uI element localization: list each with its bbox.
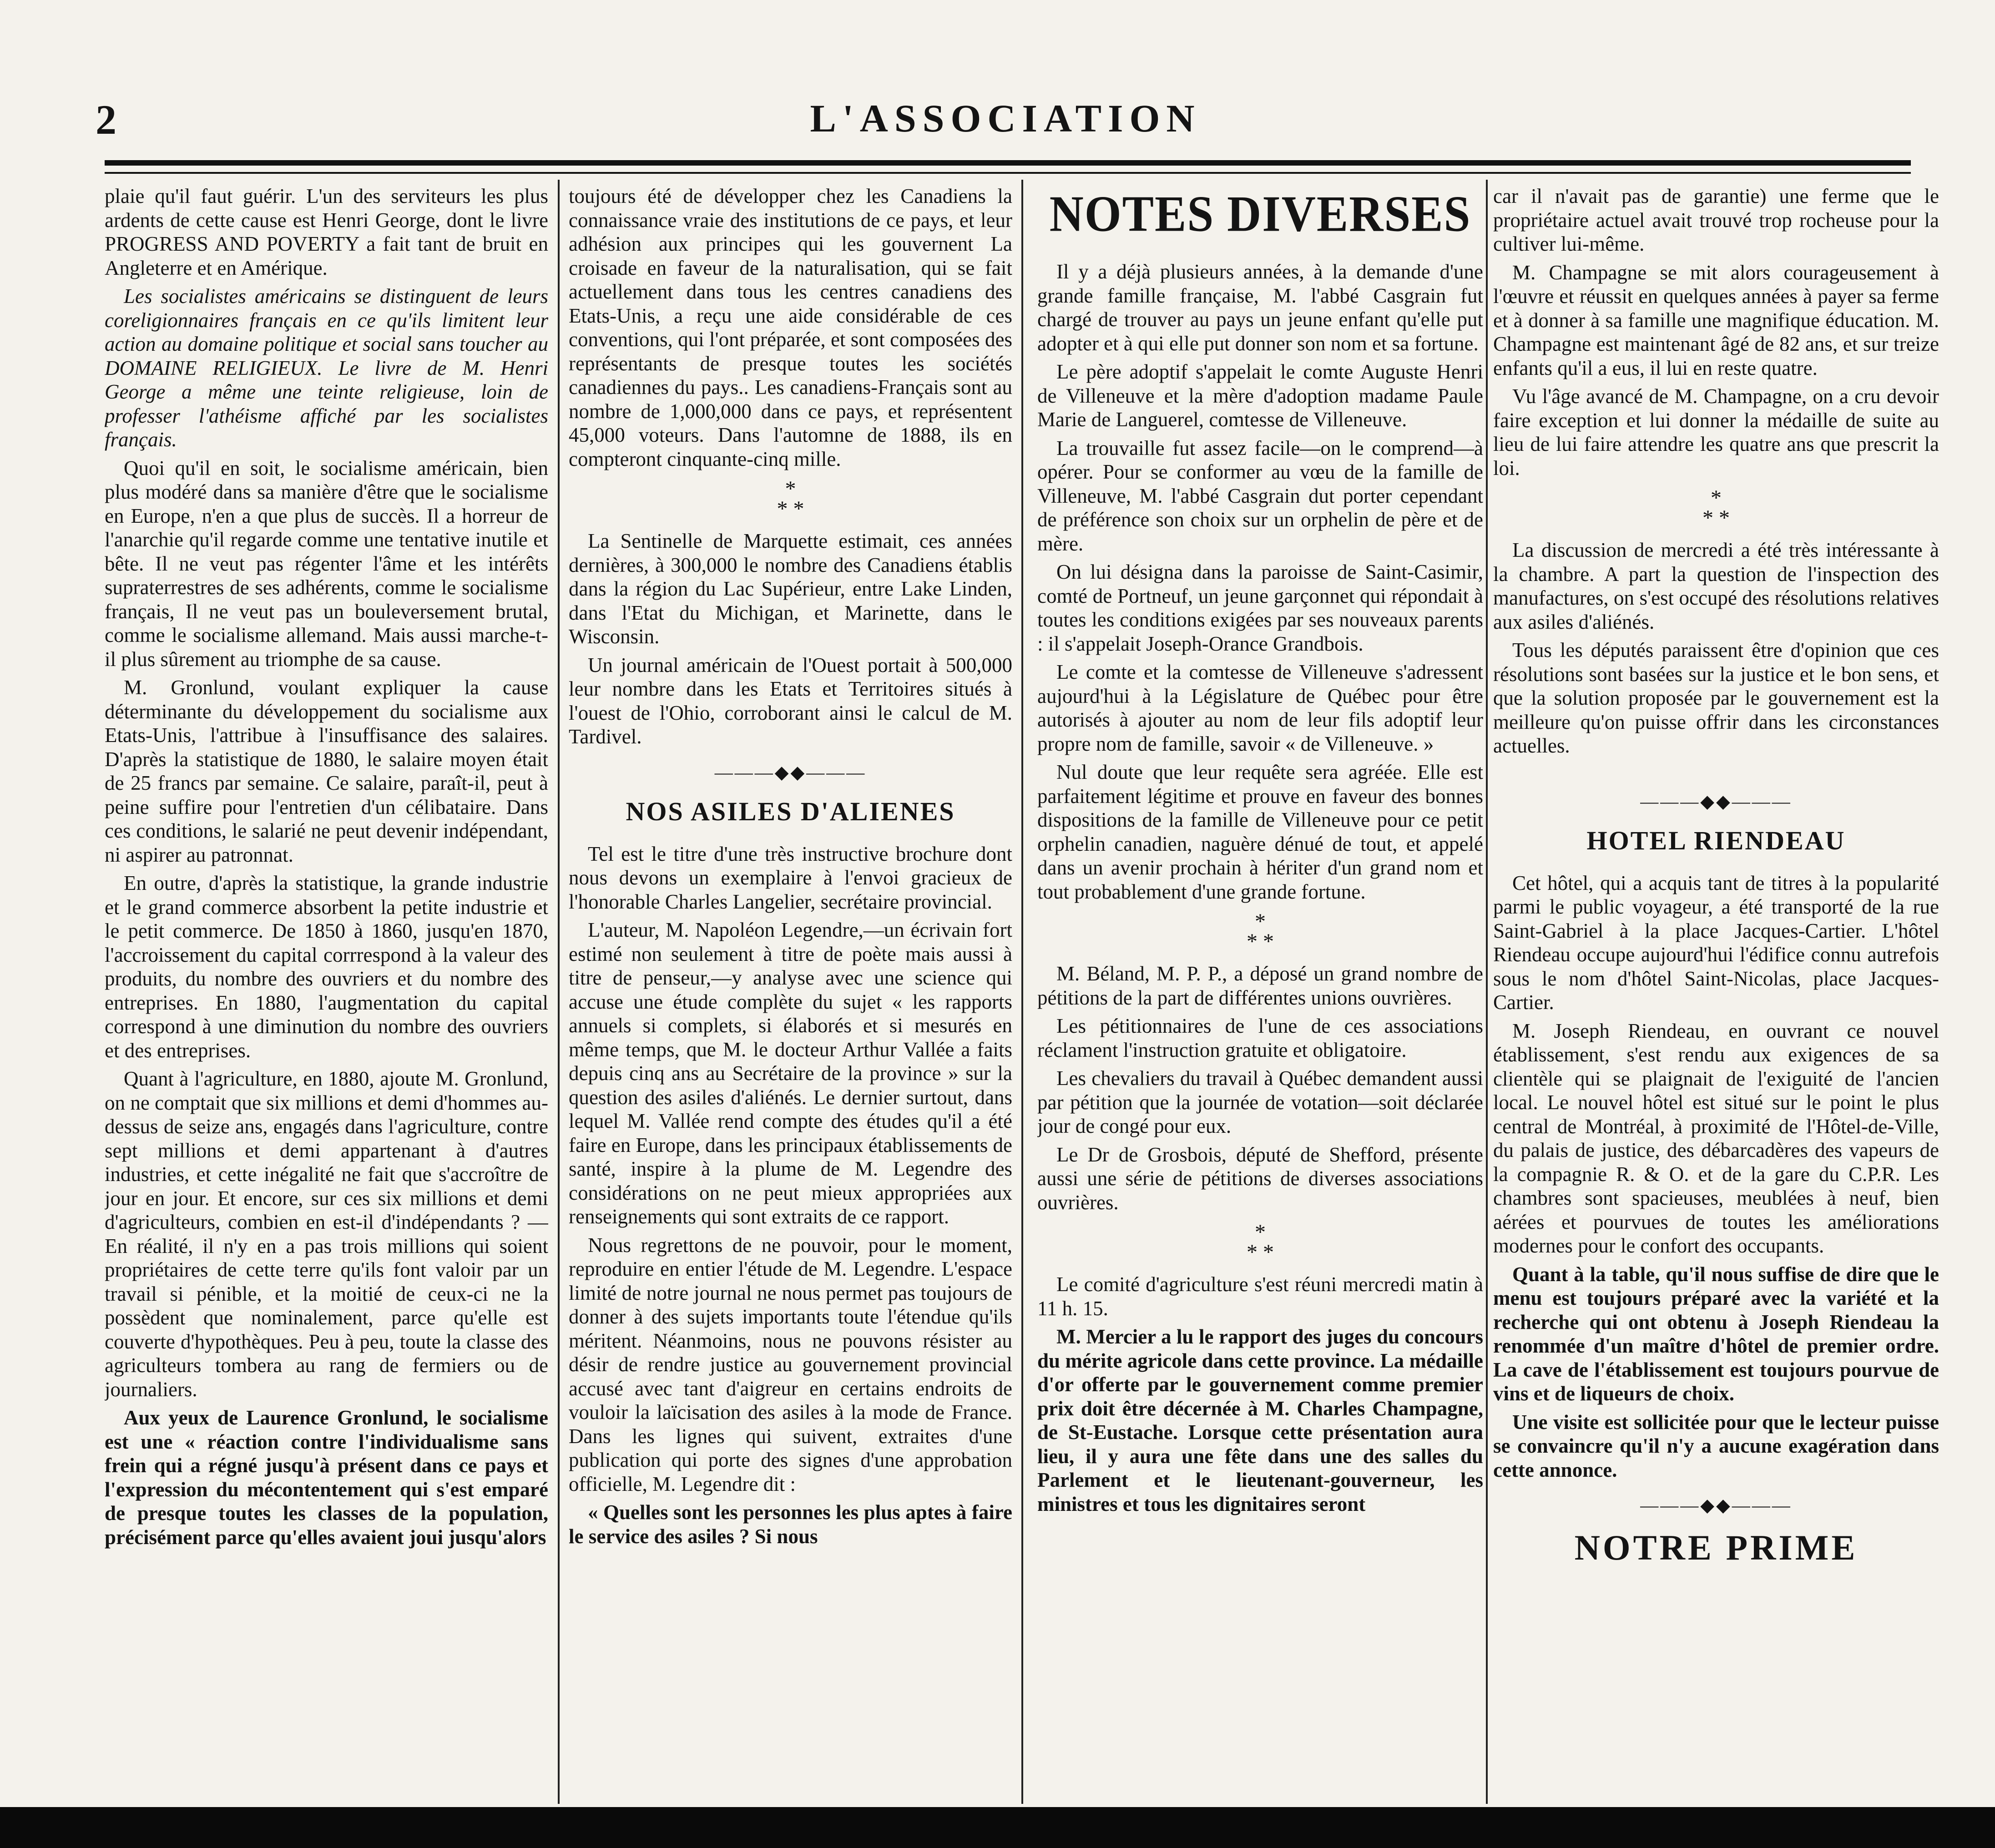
paragraph: On lui désigna dans la paroisse de Saint-Casimir, comté de Portneuf, un jeune garçonnet qui répondait à toutes les conditions exigées par ses nouveaux parents : il s'appelait Joseph-Orance Grandbois. [1037, 560, 1483, 655]
paragraph: Nul doute que leur requête sera agréée. Elle est parfaitement légitime et prouve en faveur des bonnes dispositions de la famille de Villeneuve pour ce petit orphelin canadien, naguère dénué de tout, et appelé dans un avenir prochain à hériter d'un grand nom et tout probablement d'une grande fortune. [1037, 761, 1483, 903]
paragraph: Il y a déjà plusieurs années, à la demande d'une grande famille française, M. l'abbé Casgrain fut chargé de trouver au pays un jeune enfant qu'elle put adopter et à qui elle put donner son nom et sa fortune. [1037, 260, 1483, 355]
paragraph: Les pétitionnaires de l'une de ces associations réclament l'instruction gratuite et obligatoire. [1037, 1015, 1483, 1061]
paragraph: M. Joseph Riendeau, en ouvrant ce nouvel établissement, s'est rendu aux exigences de sa clientèle qui se plaignait de l'exiguité de l'ancien local. Le nouvel hôtel est situé sur le point le plus central de Montréal, à proximité de l'Hôtel-de-Ville, du palais de justice, des débarcadères des vapeurs de la compagnie R. & O. et de la gare du C.P.R. Les chambres sont spacieuses, meublées à neuf, bien aérées et pourvues de toutes les améliorations modernes pour le confort des occupants. [1493, 1019, 1939, 1257]
paragraph: Quoi qu'il en soit, le socialisme américain, bien plus modéré dans sa manière d'être que le socialisme en Europe, n'en a que plus de succès. Il a horreur de l'anarchie qu'il regarde comme une tentative inutile et bête. Il ne veut pas régenter l'âme et les intérêts supraterrestres de ses adhérents, comme le socialisme français, Il ne veut pas un bouleversement brutal, comme le socialisme allemand. Mais aussi marche-t-il plus sûrement au triomphe de sa cause. [105, 456, 548, 671]
ornament-divider: ———◆◆——— [1640, 1495, 1792, 1515]
column-3 [1037, 184, 1483, 1804]
column-4 [1493, 184, 1939, 1804]
stars-separator: * * * [1247, 1220, 1274, 1264]
paragraph: Les socialistes américains se distinguent de leurs coreligionnaires français en ce qu'ils limitent leur action au domaine politique et social sans toucher au DOMAINE RELIGIEUX. Le livre de M. Henri George a même une teinte religieuse, loin de professer l'athéisme affiché par les socialistes français. [105, 285, 548, 451]
paragraph: Quant à l'agriculture, en 1880, ajoute M. Gronlund, on ne comptait que six millions et demi d'hommes au-dessus de seize ans, engagés dans l'agriculture, contre sept millions et demi appartenant à d'autres industries, et cette inégalité ne fait que s'accroître de jour en jour. Et encore, sur ces six millions et demi d'agriculteurs, combien en est-il d'indépendants ? — En réalité, il n'y en a pas trois millions qui soient propriétaires de cette terre qu'ils font valoir par un travail si pénible, et la moitié de ceux-ci ne la possèdent que nominalement, parce qu'elle est couverte d'hypothèques. Peu à peu, toute la classe des agriculteurs tombera au rang de fermiers ou de journaliers. [105, 1067, 548, 1401]
section-title: NOS ASILES D'ALIENES [626, 797, 955, 826]
paragraph: car il n'avait pas de garantie) une ferme que le propriétaire actuel avait trouvé trop rocheuse pour la cultiver lui-même. [1493, 185, 1939, 255]
paragraph: M. Mercier a lu le rapport des juges du concours du mérite agricole dans cette province. La médaille d'or offerte par le gouvernement comme premier prix doit être décernée à M. Charles Champagne, de St-Eustache. Lorsque cette présentation aura lieu, il y aura une fête dans une des salles du Parlement et le lieutenant-gouverneur, les ministres et tous les dignitaires seront [1037, 1325, 1483, 1515]
paragraph: Un journal américain de l'Ouest portait à 500,000 leur nombre dans les Etats et Territoires situés à l'ouest de l'Ohio, corroborant ainsi le calcul de M. Tardivel. [569, 653, 1012, 748]
paragraph: Une visite est sollicitée pour que le lecteur puisse se convaincre qu'il n'y a aucune exagération dans cette annonce. [1493, 1410, 1939, 1481]
scan-bottom-edge [0, 1807, 1995, 1848]
page-header [96, 96, 1915, 155]
newspaper-title: L'ASSOCIATION [810, 96, 1201, 140]
header-rule-thin [105, 172, 1911, 174]
section-title: NOTRE PRIME [1574, 1527, 1858, 1567]
paragraph: La discussion de mercredi a été très intéressante à la chambre. A part la question de l'inspection des manufactures, on s'est occupé des résolutions relatives aux asiles d'aliénés. [1493, 539, 1939, 633]
paragraph: La trouvaille fut assez facile—on le comprend—à opérer. Pour se conformer au vœu de la famille de Villeneuve, M. l'abbé Casgrain dut porter cependant de préférence son choix sur un orphelin de père et de mère. [1037, 436, 1483, 555]
paragraph: Le comité d'agriculture s'est réuni mercredi matin à 11 h. 15. [1037, 1273, 1483, 1320]
stars-separator: * * * [1702, 486, 1730, 530]
paragraph: L'auteur, M. Napoléon Legendre,—un écrivain fort estimé non seulement à titre de poète mais aussi à titre de penseur,—y analyse avec une science qui accuse une étude complète du sujet « les rapports annuels si complets, si élaborés et si mesurés en même temps, que M. le docteur Arthur Vallée a faits depuis cinq ans au Secrétaire de la province » sur la question des asiles d'aliénés. Le dernier surtout, dans lequel M. Vallée rend compte des études qu'il a été faire en Europe, dans les principaux établissements de santé, inspire à la plume de M. Legendre des considérations on ne peut mieux appropriées aux renseignements qui sont extraits de ce rapport. [569, 919, 1012, 1228]
ornament-divider: ———◆◆——— [1640, 791, 1792, 812]
paragraph: M. Gronlund, voulant expliquer la cause déterminante du développement du socialisme aux Etats-Unis, l'attribue à l'insuffisance des salaires. D'après la statistique de 1880, le salaire moyen était de 25 francs par semaine. Ce salaire, paraît-il, peut à peine suffire pour l'entretien d'un célibataire. Dans ces conditions, le salarié ne peut devenir indépendant, ni aspirer au patronnat. [105, 676, 548, 866]
paragraph: M. Béland, M. P. P., a déposé un grand nombre de pétitions de la part de différentes unions ouvrières. [1037, 962, 1483, 1009]
ornament-divider: ———◆◆——— [714, 762, 867, 783]
paragraph: M. Champagne se mit alors courageusement à l'œuvre et réussit en quelques années à payer sa ferme et à donner à sa famille une magnifique éducation. M. Champagne est maintenant âgé de 82 ans, et sur treize enfants qu'il a eus, il lui en reste quatre. [1493, 261, 1939, 379]
column-divider [1486, 180, 1488, 1804]
paragraph: plaie qu'il faut guérir. L'un des serviteurs les plus ardents de cette cause est Henri George, dont le livre PROGRESS AND POVERTY a fait tant de bruit en Angleterre et en Amérique. [105, 185, 548, 279]
column-1 [105, 184, 548, 1804]
paragraph: Cet hôtel, qui a acquis tant de titres à la popularité parmi le public voyageur, a été transporté de la rue Saint-Gabriel à la place Jacques-Cartier. L'hôtel Riendeau occupe aujourd'hui l'édifice connu autrefois sous le nom d'hôtel Saint-Nicolas, place Jacques-Cartier. [1493, 871, 1939, 1014]
stars-separator: * * * [1247, 909, 1274, 954]
paragraph: toujours été de développer chez les Canadiens la connaissance vraie des institutions de ce pays, et leur adhésion aux principes qui les gouvernent La croisade en faveur de la naturalisation, qui se fait actuellement dans tous les centres canadiens des Etats-Unis, a reçu une aide considérable de ces conventions, qui l'ont préparée, et sont composées des représentants de presque toutes les sociétés canadiennes du pays.. Les canadiens-Français sont au nombre de 1,000,000 dans ce pays, et représentent 45,000 voteurs. Dans l'automne de 1888, ils en compteront cinquante-cinq mille. [569, 185, 1012, 470]
paragraph: Vu l'âge avancé de M. Champagne, on a cru devoir faire exception et lui donner la médaille de suite au lieu de lui faire attendre les quatre ans que prescrit la loi. [1493, 385, 1939, 480]
paragraph: La Sentinelle de Marquette estimait, ces années dernières, à 300,000 le nombre des Canadiens établis dans la région du Lac Supérieur, entre Lake Linden, dans l'Etat du Michigan, et Marinette, dans le Wisconsin. [569, 530, 1012, 648]
stars-separator: * * * [777, 477, 804, 521]
column-divider [1021, 180, 1023, 1804]
paragraph: Aux yeux de Laurence Gronlund, le socialisme est une « réaction contre l'individualisme sans frein qui a régné jusqu'à présent dans ce pays et l'expression du mécontentement qui s'est emparé de presque toutes les classes de la population, précisément parce qu'elles avaient joui jusqu'alors [105, 1406, 548, 1549]
paragraph: Nous regrettons de ne pouvoir, pour le moment, reproduire en entier l'étude de M. Legendre. L'espace limité de notre journal ne nous permet pas toujours de donner à des sujets importants toute l'étendue qu'ils méritent. Néanmoins, nous ne pouvons résister au désir de rendre justice au gouvernement provincial accusé avec tant d'aigreur en certains endroits de vouloir la laïcisation des asiles à la mode de France. Dans les lignes qui suivent, extraites d'une publication qui porte des signes d'une approbation officielle, M. Legendre dit : [569, 1233, 1012, 1495]
section-title: HOTEL RIENDEAU [1586, 826, 1846, 855]
paragraph: Tous les députés paraissent être d'opinion que ces résolutions sont basées sur la justice et le bon sens, et que la solution proposée par le gouvernement est la meilleure qu'on puisse offrir dans les circonstances actuelles. [1493, 639, 1939, 757]
paragraph: Le père adoptif s'appelait le comte Auguste Henri de Villeneuve et la mère d'adoption madame Paule Marie de Languerel, comtesse de Villeneuve. [1037, 360, 1483, 431]
paragraph: Le comte et la comtesse de Villeneuve s'adressent aujourd'hui à la Législature de Québec pour être autorisés à ajouter au nom de leur fils adoptif leur propre nom de famille, savoir « de Villeneuve. » [1037, 661, 1483, 755]
section-title: NOTES DIVERSES [1049, 186, 1471, 242]
header-rule [105, 160, 1911, 166]
column-divider [558, 180, 560, 1804]
paragraph: En outre, d'après la statistique, la grande industrie et le grand commerce absorbent la petite industrie et le petit commerce. De 1850 à 1860, jusqu'en 1870, l'accroissement du capital corrrespond à la valeur des produits, du nombre des ouvriers et du nombre des entreprises. En 1880, l'augmentation du capital correspond à une diminution du nombre des ouvriers et des entreprises. [105, 872, 548, 1062]
column-2 [569, 184, 1012, 1804]
paragraph: « Quelles sont les personnes les plus aptes à faire le service des asiles ? Si nous [569, 1501, 1012, 1548]
paragraph: Le Dr de Grosbois, député de Shefford, présente aussi une série de pétitions de diverses associations ouvrières. [1037, 1143, 1483, 1214]
paragraph: Les chevaliers du travail à Québec demandent aussi par pétition que la journée de votation—soit déclarée jour de congé pour eux. [1037, 1067, 1483, 1137]
page-number: 2 [96, 96, 116, 143]
paragraph: Tel est le titre d'une très instructive brochure dont nous devons un exemplaire à l'envoi gracieux de l'honorable Charles Langelier, secrétaire provincial. [569, 842, 1012, 913]
paragraph: Quant à la table, qu'il nous suffise de dire que le menu est toujours préparé avec la variété et la recherche qui ont obtenu à Joseph Riendeau la renommée d'un maître d'hôtel de premier ordre. La cave de l'établissement est toujours pourvue de vins et de liqueurs de choix. [1493, 1262, 1939, 1405]
